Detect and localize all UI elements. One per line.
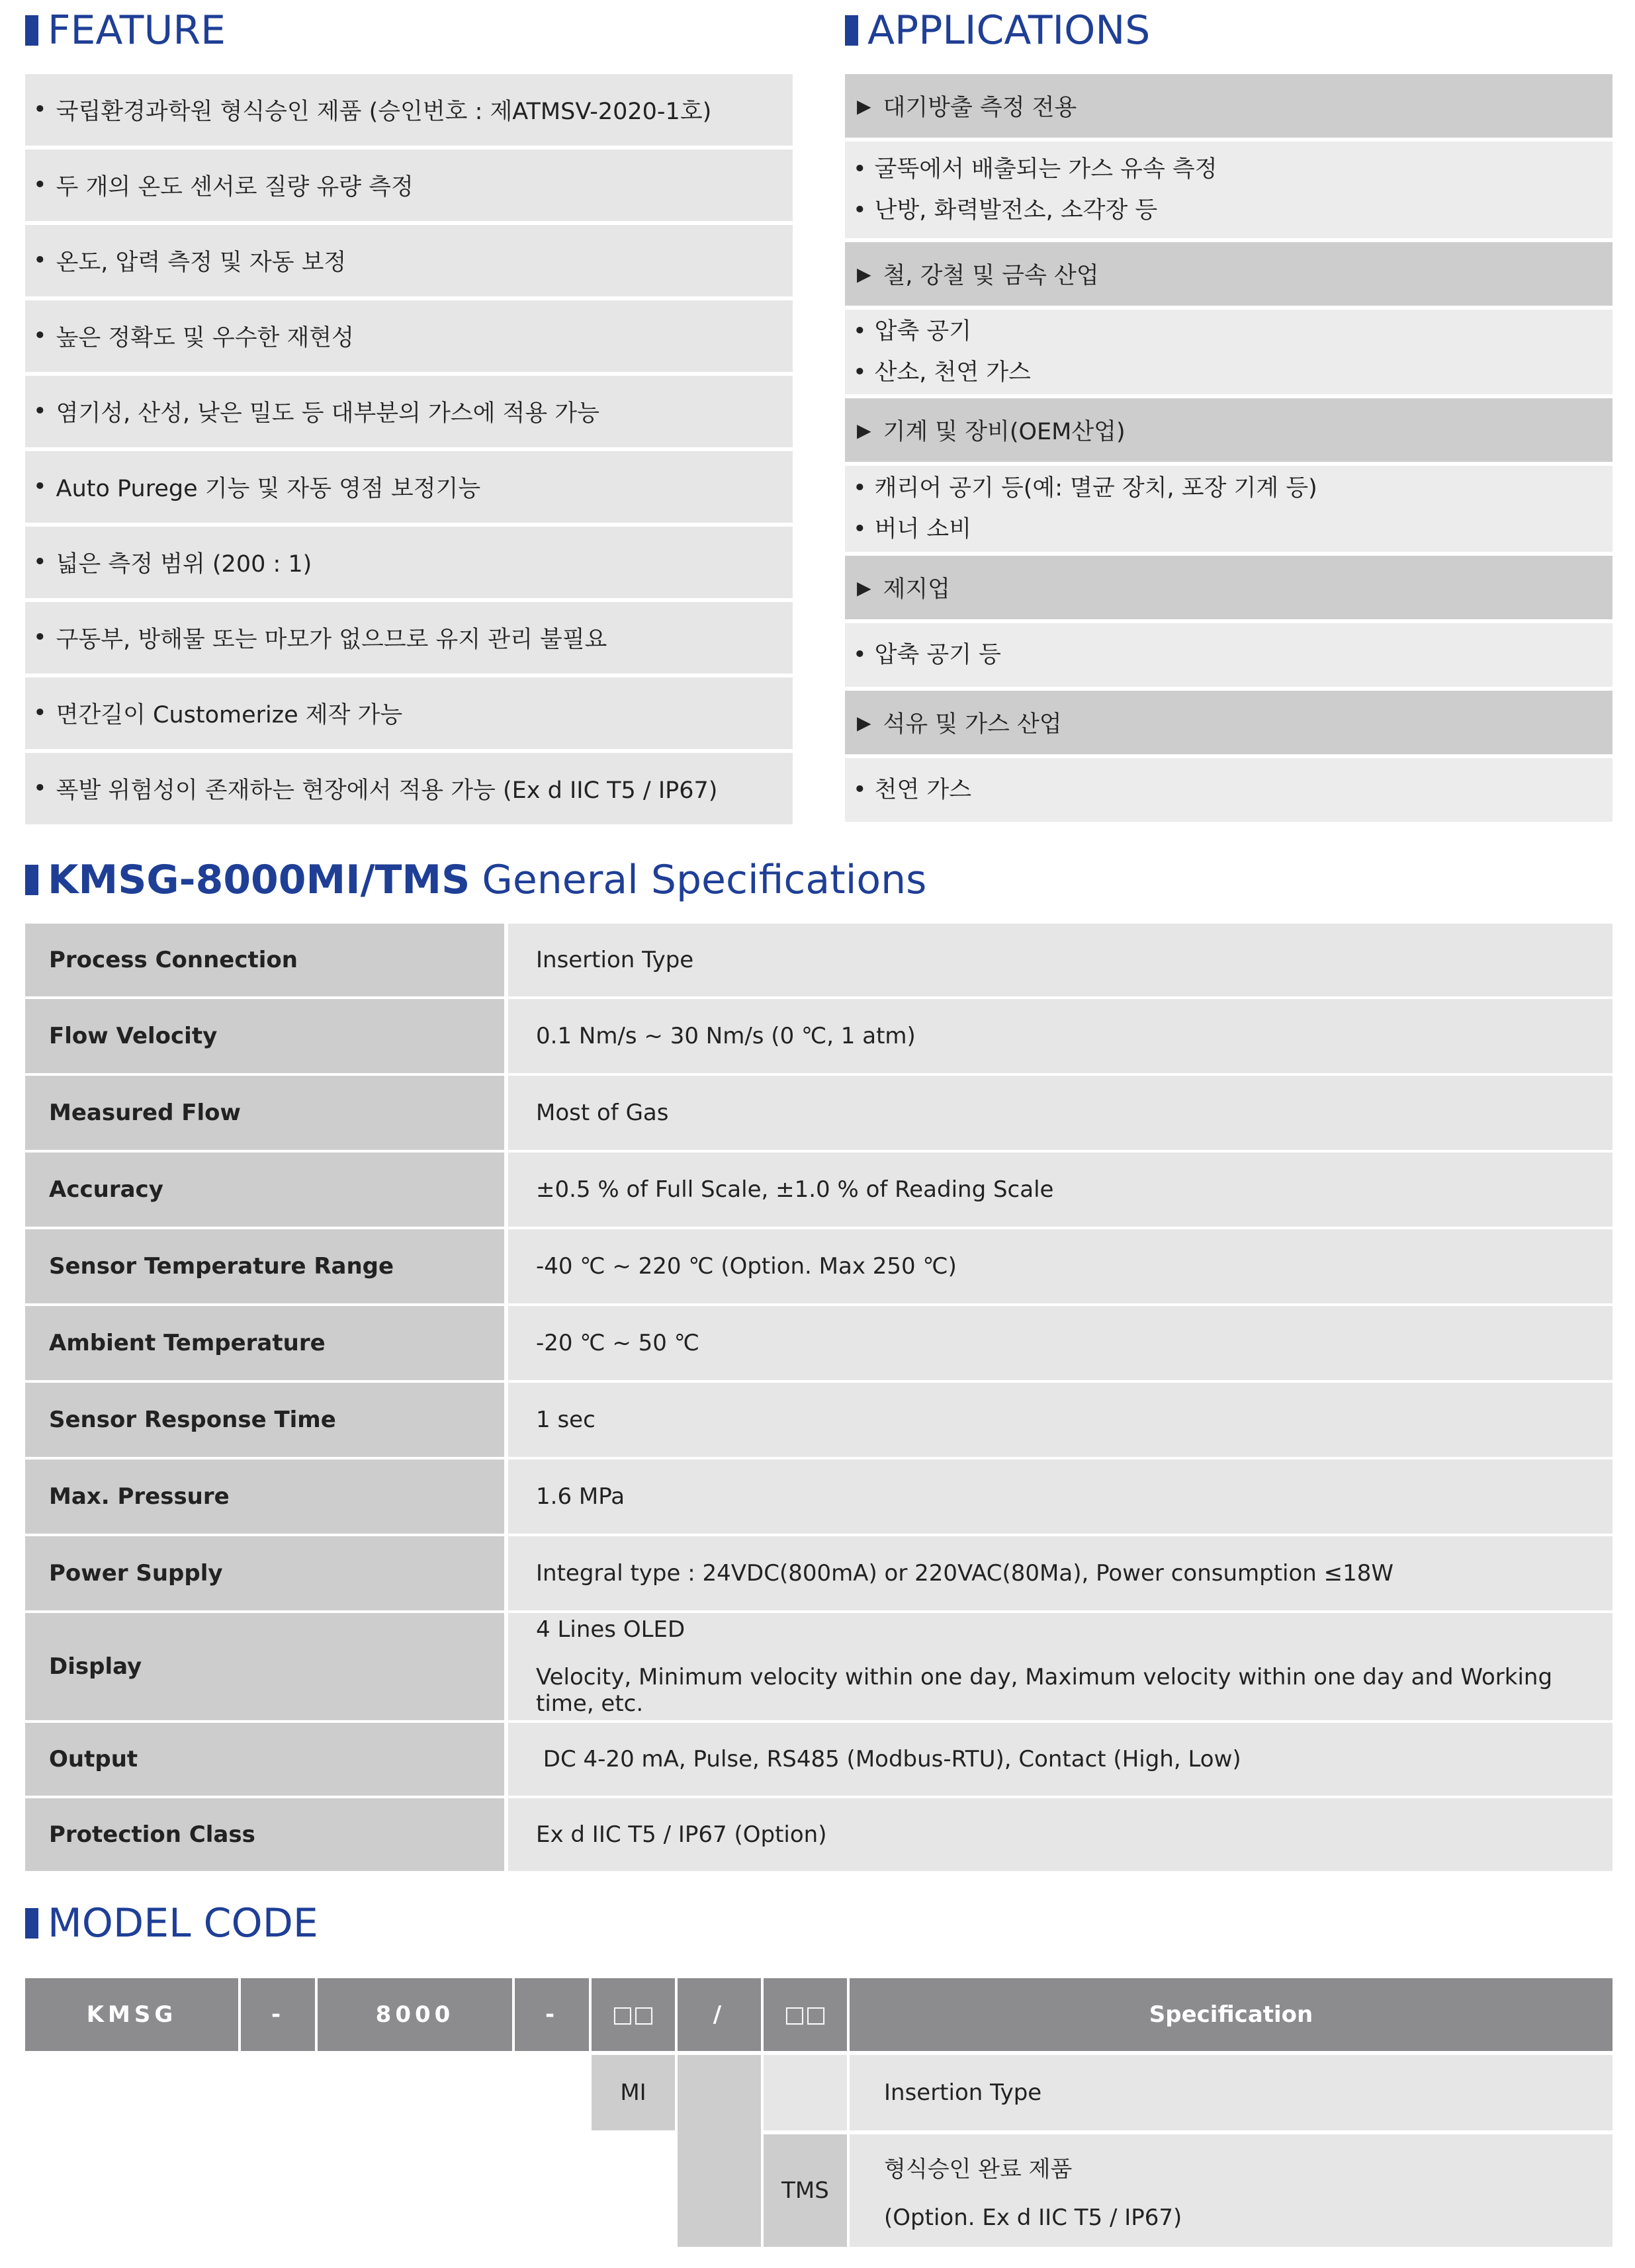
specifications-table <box>25 924 1613 1874</box>
spec-row <box>25 1460 1613 1534</box>
spec-value-text-2: Velocity, Minimum velocity within one day, Maximum velocity within one day and Working time, etc. <box>536 1664 1553 1717</box>
model-code-empty-cell <box>764 2055 847 2130</box>
spec-value-text: ±0.5 % of Full Scale, ±1.0 % of Reading Scale <box>536 1176 1054 1203</box>
application-item-text: 난방, 화력발전소, 소각장 등 <box>874 197 1158 224</box>
spec-row <box>25 1723 1613 1796</box>
feature-item <box>25 150 793 221</box>
spec-row <box>25 1798 1613 1871</box>
feature-title-text: FEATURE <box>48 7 226 54</box>
specifications-title-text: General Specifications <box>482 857 927 903</box>
spec-label: Protection Class <box>25 1798 504 1871</box>
spec-value-text: Insertion Type <box>536 947 694 973</box>
application-group-body <box>845 758 1613 822</box>
bullet: • <box>853 777 867 803</box>
application-group <box>845 74 1613 238</box>
application-item-text: 압축 공기 등 <box>874 642 1001 668</box>
spec-value-text: Most of Gas <box>536 1100 669 1126</box>
applications-title-text: APPLICATIONS <box>867 7 1151 54</box>
application-item-text: 캐리어 공기 등(예: 멸균 장치, 포장 기계 등) <box>874 475 1317 502</box>
spec-value-text: Ex d IIC T5 / IP67 (Option) <box>536 1821 827 1848</box>
application-item <box>853 468 1613 509</box>
triangle-right-icon: ▶ <box>857 711 871 734</box>
feature-item <box>25 527 793 598</box>
feature-item <box>25 376 793 447</box>
feature-item-text: 온도, 압력 측정 및 자동 보정 <box>56 249 347 276</box>
application-group-body <box>845 623 1613 687</box>
feature-list <box>25 74 793 828</box>
title-bar-marker <box>25 1908 38 1939</box>
bullet: • <box>853 156 867 183</box>
spec-row <box>25 1229 1613 1303</box>
application-item <box>853 149 1613 190</box>
model-code-tms: TMS <box>764 2134 847 2247</box>
spec-row <box>25 1383 1613 1457</box>
application-group <box>845 242 1613 394</box>
spec-value-text: -40 ℃ ~ 220 ℃ (Option. Max 250 ℃) <box>536 1253 957 1280</box>
spec-value <box>508 1229 1613 1303</box>
model-name: KMSG-8000MI/TMS <box>48 857 470 903</box>
bullet: • <box>853 359 867 386</box>
application-group <box>845 691 1613 822</box>
spec-row <box>25 1153 1613 1227</box>
spec-label: Power Supply <box>25 1536 504 1610</box>
spec-label: Sensor Temperature Range <box>25 1229 504 1303</box>
model-code-header-cell: / <box>678 1978 761 2051</box>
spec-value <box>508 1723 1613 1796</box>
feature-item <box>25 677 793 749</box>
model-code-tms-spec <box>850 2134 1613 2247</box>
feature-item <box>25 753 793 824</box>
feature-item-text: 염기성, 산성, 낮은 밀도 등 대부분의 가스에 적용 가능 <box>56 400 599 427</box>
application-item <box>853 352 1613 393</box>
spec-value <box>508 999 1613 1073</box>
applications-list <box>845 74 1613 826</box>
spec-value <box>508 924 1613 996</box>
feature-item <box>25 300 793 372</box>
triangle-right-icon: ▶ <box>857 419 871 441</box>
spec-row <box>25 1306 1613 1380</box>
spec-label: Flow Velocity <box>25 999 504 1073</box>
bullet: • <box>33 549 47 576</box>
bullet: • <box>853 475 867 502</box>
spec-value-text: DC 4-20 mA, Pulse, RS485 (Modbus-RTU), Contact (High, Low) <box>536 1746 1241 1772</box>
bullet: • <box>33 775 47 802</box>
bullet: • <box>853 318 867 345</box>
spec-value-text: 1.6 MPa <box>536 1483 625 1510</box>
feature-item-text: 면간길이 Customerize 제작 가능 <box>56 702 403 728</box>
bullet: • <box>853 516 867 543</box>
application-item <box>853 634 1613 676</box>
bullet: • <box>33 172 47 198</box>
feature-item-text: 폭발 위험성이 존재하는 현장에서 적용 가능 (Ex d IIC T5 / IP67) <box>56 777 718 804</box>
spec-value <box>508 1306 1613 1380</box>
feature-item-text: 두 개의 온도 센서로 질량 유량 측정 <box>56 174 414 200</box>
spec-value <box>508 1536 1613 1610</box>
spec-row <box>25 1536 1613 1610</box>
bullet: • <box>33 97 47 123</box>
model-code-header-cell: □□ <box>592 1978 675 2051</box>
specifications-title <box>25 857 927 903</box>
application-group <box>845 398 1613 552</box>
model-code-title <box>25 1900 318 1946</box>
spec-label: Sensor Response Time <box>25 1383 504 1457</box>
spec-value <box>508 1153 1613 1227</box>
application-group <box>845 556 1613 687</box>
application-group-header <box>845 74 1613 138</box>
application-item <box>853 769 1613 810</box>
bullet: • <box>33 625 47 651</box>
application-group-header <box>845 691 1613 754</box>
spec-label: Accuracy <box>25 1153 504 1227</box>
feature-item-text: 넓은 측정 범위 (200 : 1) <box>56 551 312 578</box>
spec-label: Process Connection <box>25 924 504 996</box>
spec-label: Output <box>25 1723 504 1796</box>
bullet: • <box>33 700 47 726</box>
model-code-header-cell: KMSG <box>25 1978 238 2051</box>
model-code-mi: MI <box>592 2055 675 2130</box>
application-group-title: 기계 및 장비(OEM산업) <box>883 419 1126 445</box>
triangle-right-icon: ▶ <box>857 263 871 285</box>
spec-value-text: 0.1 Nm/s ~ 30 Nm/s (0 ℃, 1 atm) <box>536 1023 916 1049</box>
bullet: • <box>33 474 47 500</box>
feature-item-text: 구동부, 방해물 또는 마모가 없으므로 유지 관리 불필요 <box>56 627 607 653</box>
triangle-right-icon: ▶ <box>857 95 871 117</box>
spec-value-text: Integral type : 24VDC(800mA) or 220VAC(80Ma), Power consumption ≤18W <box>536 1560 1394 1587</box>
spec-label: Max. Pressure <box>25 1460 504 1534</box>
bullet: • <box>33 398 47 425</box>
spec-value <box>508 1076 1613 1150</box>
application-group-title: 제지업 <box>883 576 950 603</box>
spec-row <box>25 1613 1613 1720</box>
application-group-header <box>845 242 1613 306</box>
feature-item <box>25 602 793 674</box>
spec-value <box>508 1383 1613 1457</box>
model-code-mi-spec: Insertion Type <box>850 2055 1613 2130</box>
model-code-title-text: MODEL CODE <box>48 1900 318 1946</box>
application-item <box>853 311 1613 352</box>
model-code-header-cell: 8000 <box>318 1978 512 2051</box>
application-group-body <box>845 142 1613 238</box>
triangle-right-icon: ▶ <box>857 576 871 599</box>
application-group-header <box>845 398 1613 462</box>
application-item-text: 버너 소비 <box>874 516 972 543</box>
model-code-header-cell: □□ <box>764 1978 847 2051</box>
feature-item <box>25 74 793 146</box>
application-item-text: 굴뚝에서 배출되는 가스 유속 측정 <box>874 156 1217 183</box>
model-code-tms-spec-line1: 형식승인 완료 제품 <box>884 2156 1073 2183</box>
spec-value-text: -20 ℃ ~ 50 ℃ <box>536 1330 699 1356</box>
application-group-body <box>845 310 1613 394</box>
feature-title <box>25 7 226 54</box>
application-group-header <box>845 556 1613 619</box>
applications-title <box>845 7 1151 54</box>
spec-value <box>508 1798 1613 1871</box>
feature-item <box>25 225 793 296</box>
feature-item <box>25 451 793 523</box>
model-code-header-cell: Specification <box>850 1978 1613 2051</box>
spec-value <box>508 1460 1613 1534</box>
application-group-title: 대기방출 측정 전용 <box>883 95 1077 121</box>
feature-item-text: 높은 정확도 및 우수한 재현성 <box>56 325 354 351</box>
spec-row <box>25 1076 1613 1150</box>
spec-label: Measured Flow <box>25 1076 504 1150</box>
spec-row <box>25 999 1613 1073</box>
application-group-title: 철, 강철 및 금속 산업 <box>883 263 1099 289</box>
model-code-header-cell: - <box>515 1978 589 2051</box>
bullet: • <box>33 323 47 349</box>
bullet: • <box>33 247 47 274</box>
bullet: • <box>853 642 867 668</box>
title-bar-marker <box>25 865 38 895</box>
title-bar-marker <box>25 15 38 46</box>
model-code-slash-column <box>678 2055 761 2247</box>
spec-label: Display <box>25 1613 504 1720</box>
feature-item-text: 국립환경과학원 형식승인 제품 (승인번호 : 제ATMSV-2020-1호) <box>56 99 712 125</box>
application-item <box>853 509 1613 550</box>
application-item <box>853 190 1613 231</box>
title-bar-marker <box>845 15 858 46</box>
application-item-text: 압축 공기 <box>874 318 972 345</box>
application-item-text: 산소, 천연 가스 <box>874 359 1031 386</box>
spec-row <box>25 924 1613 996</box>
spec-label: Ambient Temperature <box>25 1306 504 1380</box>
application-group-title: 석유 및 가스 산업 <box>883 711 1062 738</box>
model-code-header-cell: - <box>241 1978 315 2051</box>
feature-item-text: Auto Purege 기능 및 자동 영점 보정기능 <box>56 476 481 502</box>
spec-value-text: 1 sec <box>536 1407 596 1433</box>
application-group-body <box>845 466 1613 552</box>
model-code-tms-spec-line2: (Option. Ex d IIC T5 / IP67) <box>884 2204 1182 2231</box>
spec-value-text: 4 Lines OLED <box>536 1616 685 1643</box>
spec-value <box>508 1613 1613 1720</box>
application-item-text: 천연 가스 <box>874 777 972 803</box>
bullet: • <box>853 197 867 224</box>
